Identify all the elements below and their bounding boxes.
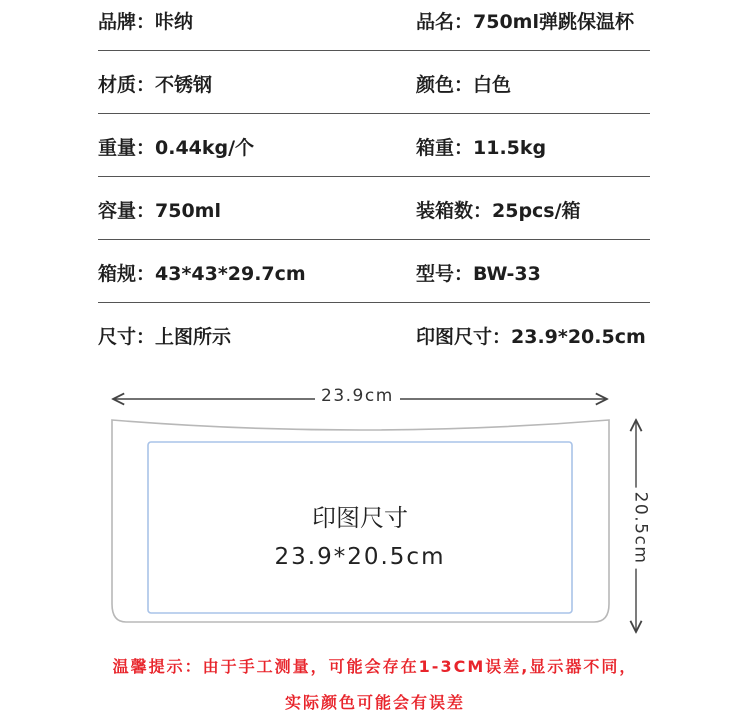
spec-dimensions: 尺寸：上图所示 [98, 326, 232, 348]
print-area-title: 印图尺寸 [312, 504, 408, 532]
spec-box-weight: 箱重：11.5kg [416, 137, 547, 159]
print-area-size: 23.9*20.5cm [274, 544, 446, 570]
spec-pack-count: 装箱数：25pcs/箱 [416, 200, 581, 222]
width-label: 23.9cm [315, 386, 400, 406]
spec-color: 颜色：白色 [416, 74, 512, 96]
spec-product-name: 品名：750ml弹跳保温杯 [416, 11, 634, 33]
spec-weight: 重量：0.44kg/个 [98, 137, 255, 159]
notice-line-2: 实际颜色可能会有误差 [284, 693, 465, 712]
spec-box-size: 箱规：43*43*29.7cm [98, 263, 306, 285]
spec-print-size: 印图尺寸：23.9*20.5cm [416, 326, 646, 348]
spec-table [98, 0, 650, 365]
spec-row [98, 0, 650, 51]
print-area-diagram [0, 360, 750, 650]
spec-model: 型号：BW-33 [416, 263, 541, 285]
notice-line-1: 温馨提示：由于手工测量，可能会存在1-3CM误差,显示器不同， [112, 657, 638, 676]
height-label: 20.5cm [630, 488, 650, 569]
spec-row [98, 303, 650, 365]
spec-row [98, 51, 650, 114]
spec-row [98, 240, 650, 303]
spec-capacity: 容量：750ml [98, 200, 221, 222]
spec-row [98, 177, 650, 240]
spec-brand: 品牌：咔纳 [98, 11, 194, 33]
spec-row [98, 114, 650, 177]
spec-material: 材质：不锈钢 [98, 74, 213, 96]
